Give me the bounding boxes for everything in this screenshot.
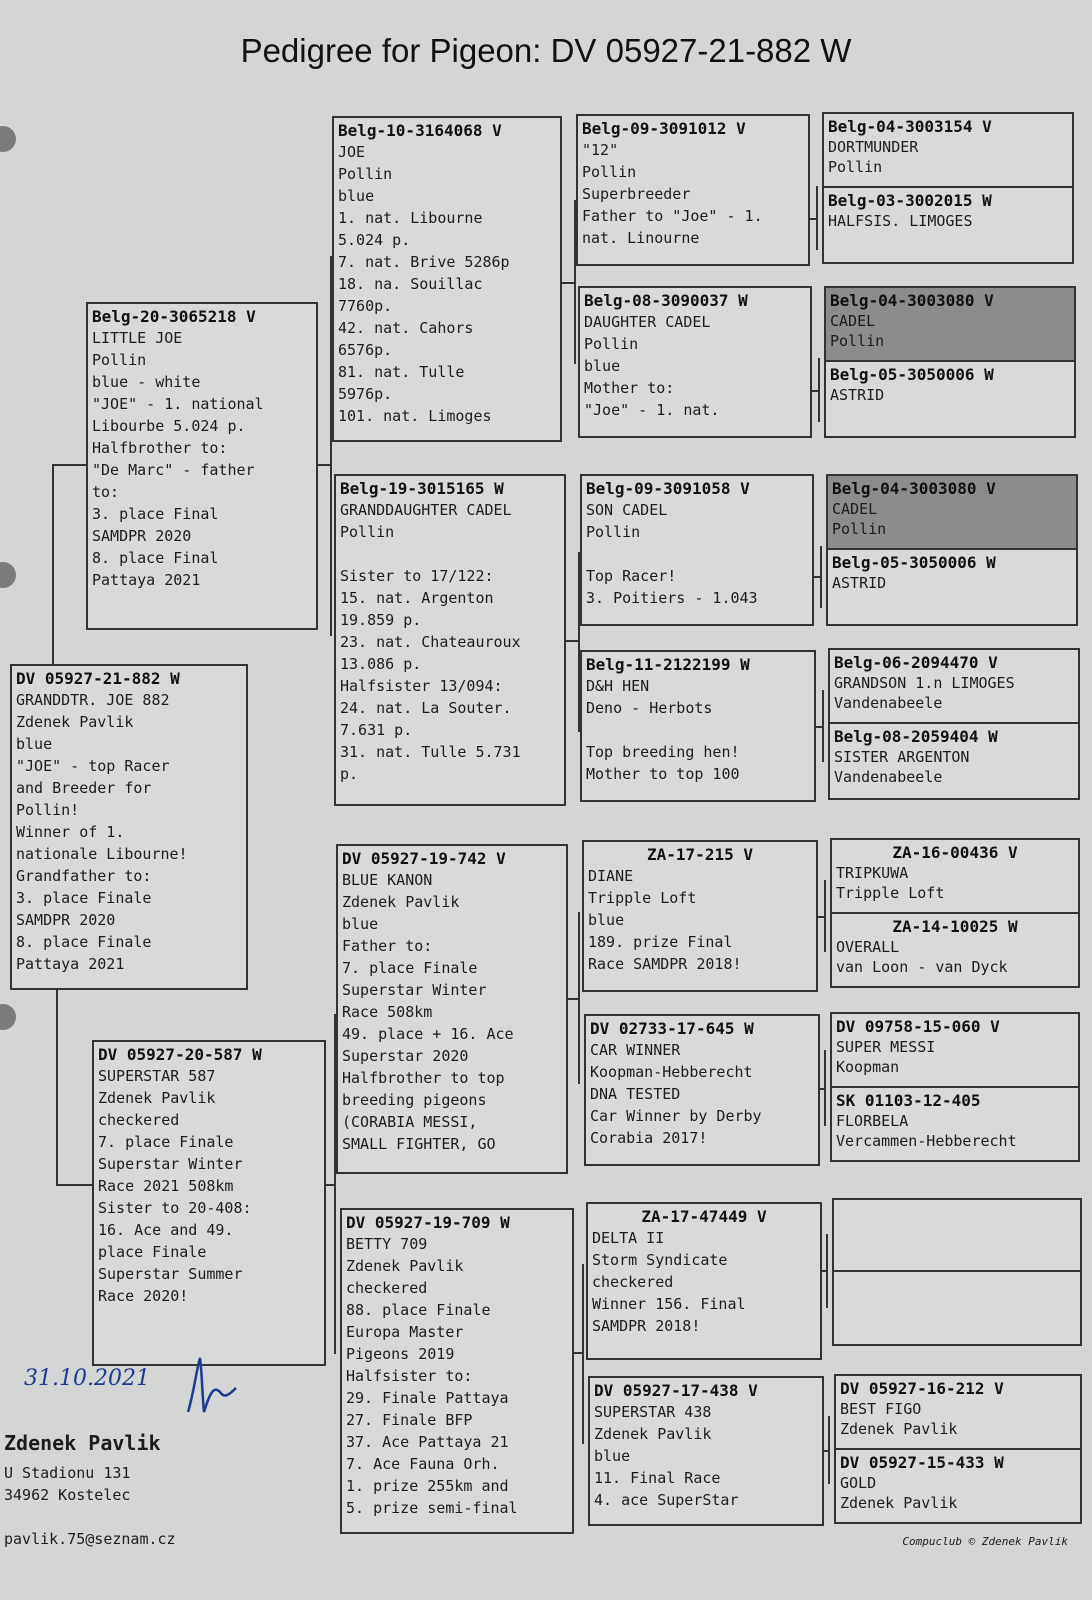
gen4-box-9[interactable]	[830, 838, 1080, 914]
info-line: 189. prize Final	[588, 933, 733, 951]
ring-number: DV 02733-17-645 W	[590, 1019, 754, 1038]
info-line: 7. nat. Brive 5286p	[338, 253, 510, 271]
owner-street: U Stadionu 131	[4, 1464, 131, 1482]
gen3-box-6[interactable]	[584, 1014, 820, 1166]
ring-number: Belg-11-2122199 W	[586, 655, 750, 674]
info-line: Tripple Loft	[588, 889, 697, 907]
info-line: Father to:	[342, 937, 433, 955]
info-line: OVERALL	[836, 938, 900, 956]
info-line: 3. Poitiers - 1.043	[586, 589, 758, 607]
info-line: breeding pigeons	[342, 1091, 487, 1109]
info-line: checkered	[98, 1111, 180, 1129]
gen4-box-8[interactable]	[828, 722, 1080, 800]
info-line: JOE	[338, 143, 366, 161]
gen4-box-7[interactable]	[828, 648, 1080, 724]
info-line: Zdenek Pavlik	[342, 893, 460, 911]
info-line: Zdenek Pavlik	[840, 1494, 958, 1512]
info-line: Superbreeder	[582, 185, 691, 203]
gen4-box-15[interactable]	[834, 1374, 1082, 1450]
ring-number: ZA-16-00436 V	[892, 843, 1018, 862]
ring-number: Belg-20-3065218 V	[92, 307, 256, 326]
info-line: SUPERSTAR 587	[98, 1067, 216, 1085]
ring-number: Belg-03-3002015 W	[828, 191, 992, 210]
owner-name: Zdenek Pavlik	[4, 1431, 161, 1455]
info-line: Pattaya 2021	[92, 571, 201, 589]
info-line	[340, 543, 560, 565]
gen4-box-2[interactable]	[822, 186, 1074, 264]
connector	[568, 998, 580, 1000]
info-line: Zdenek Pavlik	[840, 1420, 958, 1438]
gen3-box-3[interactable]	[580, 474, 814, 626]
copyright-note: Compuclub © Zdenek Pavlik	[902, 1535, 1068, 1548]
ring-number: Belg-04-3003080 V	[832, 479, 996, 498]
info-line: Top Racer!	[586, 567, 677, 585]
grandsire-paternal-box[interactable]	[332, 116, 562, 442]
ring-number: DV 09758-15-060 V	[836, 1017, 1000, 1036]
info-line	[586, 719, 810, 741]
signature-icon	[180, 1352, 240, 1422]
info-line: Mother to:	[584, 379, 675, 397]
info-line: Race 2021 508km	[98, 1177, 234, 1195]
info-line: SON CADEL	[586, 501, 668, 519]
info-line: Zdenek Pavlik	[346, 1257, 464, 1275]
info-line: Koopman	[836, 1058, 900, 1076]
info-line: Europa Master	[346, 1323, 464, 1341]
connector	[52, 464, 88, 466]
connector	[814, 576, 822, 578]
info-line: 7760p.	[338, 297, 393, 315]
info-line: 5976p.	[338, 385, 393, 403]
info-line: "12"	[582, 141, 619, 159]
info-line: SAMDPR 2020	[16, 911, 116, 929]
info-line: Pollin	[340, 523, 395, 541]
info-line: 37. Ace Pattaya 21	[346, 1433, 509, 1451]
info-line: SAMDPR 2020	[92, 527, 192, 545]
ring-number: Belg-04-3003154 V	[828, 117, 992, 136]
connector	[318, 464, 332, 466]
info-line: DELTA II	[592, 1229, 665, 1247]
punch-hole	[0, 1004, 16, 1030]
info-line: blue - white	[92, 373, 201, 391]
info-line: 11. Final Race	[594, 1469, 721, 1487]
info-line: Superstar Winter	[342, 981, 487, 999]
ring-number: SK 01103-12-405	[836, 1091, 981, 1110]
gen3-box-8[interactable]	[588, 1376, 824, 1526]
gen4-box-12[interactable]	[830, 1086, 1080, 1162]
owner-city: 34962 Kostelec	[4, 1486, 131, 1504]
info-line: CAR WINNER	[590, 1041, 681, 1059]
info-line: SUPERSTAR 438	[594, 1403, 712, 1421]
info-line: 16. Ace and 49.	[98, 1221, 234, 1239]
connector	[582, 1264, 584, 1444]
info-line: 8. place Final	[92, 549, 219, 567]
info-line: ASTRID	[830, 386, 885, 404]
gen4-box-16[interactable]	[834, 1448, 1082, 1524]
info-line: 29. Finale Pattaya	[346, 1389, 509, 1407]
info-line: Zdenek Pavlik	[98, 1089, 216, 1107]
info-line: Superstar Summer	[98, 1265, 243, 1283]
sire-box[interactable]	[86, 302, 318, 630]
info-line: Car Winner by Derby	[590, 1107, 762, 1125]
ring-number: Belg-08-2059404 W	[834, 727, 998, 746]
info-line: DAUGHTER CADEL	[584, 313, 711, 331]
info-line: 81. nat. Tulle	[338, 363, 465, 381]
info-line: blue	[594, 1447, 631, 1465]
gen4-box-11[interactable]	[830, 1012, 1080, 1088]
grandsire-maternal-box[interactable]	[336, 844, 568, 1174]
connector	[56, 990, 58, 1184]
ring-number: DV 05927-17-438 V	[594, 1381, 758, 1400]
info-line: Pattaya 2021	[16, 955, 125, 973]
info-line: Pollin	[338, 165, 393, 183]
info-line: Pollin	[92, 351, 147, 369]
gen3-box-4[interactable]	[580, 650, 816, 802]
punch-hole	[0, 562, 16, 588]
info-line: SMALL FIGHTER, GO	[342, 1135, 496, 1153]
info-line: GOLD	[840, 1474, 877, 1492]
info-line: nat. Linourne	[582, 229, 700, 247]
info-line: place Finale	[98, 1243, 207, 1261]
info-line: Pollin	[586, 523, 641, 541]
gen4-box-5[interactable]	[826, 474, 1078, 550]
info-line: Vandenabeele	[834, 768, 943, 786]
gen4-box-3[interactable]	[824, 286, 1076, 362]
info-line: Halfbrother to:	[92, 439, 228, 457]
info-line	[586, 543, 808, 565]
info-line: Race 2020!	[98, 1287, 189, 1305]
connector	[574, 1352, 584, 1354]
ring-number: ZA-14-10025 W	[892, 917, 1018, 936]
info-line: DNA TESTED	[590, 1085, 681, 1103]
info-line: (CORABIA MESSI,	[342, 1113, 478, 1131]
info-line: Halfsister 13/094:	[340, 677, 503, 695]
info-line: 4. ace SuperStar	[594, 1491, 739, 1509]
info-line: Tripple Loft	[836, 884, 945, 902]
info-line: nationale Libourne!	[16, 845, 188, 863]
info-line: BLUE KANON	[342, 871, 433, 889]
ring-number: DV 05927-15-433 W	[840, 1453, 1004, 1472]
info-line: 8. place Finale	[16, 933, 152, 951]
info-line: Corabia 2017!	[590, 1129, 708, 1147]
info-line: Pollin!	[16, 801, 80, 819]
info-line: Winner 156. Final	[592, 1295, 746, 1313]
info-line: Race 508km	[342, 1003, 433, 1021]
info-line: checkered	[592, 1273, 674, 1291]
info-line: Mother to top 100	[586, 765, 740, 783]
info-line: 13.086 p.	[340, 655, 422, 673]
ring-number: Belg-09-3091012 V	[582, 119, 746, 138]
connector	[566, 640, 580, 642]
info-line: blue	[338, 187, 375, 205]
gen3-box-1[interactable]	[576, 114, 810, 266]
ring-number: Belg-05-3050006 W	[830, 365, 994, 384]
info-line: SISTER ARGENTON	[834, 748, 970, 766]
granddam-paternal-box[interactable]	[334, 474, 566, 806]
info-line: 88. place Finale	[346, 1301, 491, 1319]
ring-number: Belg-19-3015165 W	[340, 479, 504, 498]
ring-number: DV 05927-19-709 W	[346, 1213, 510, 1232]
info-line: 15. nat. Argenton	[340, 589, 494, 607]
info-line: Deno - Herbots	[586, 699, 713, 717]
punch-hole	[0, 126, 16, 152]
info-line: Koopman-Hebberecht	[590, 1063, 753, 1081]
dam-box[interactable]	[92, 1040, 326, 1366]
info-line: blue	[16, 735, 53, 753]
info-line: 7. place Finale	[342, 959, 478, 977]
info-line: to:	[92, 483, 120, 501]
info-line: 49. place + 16. Ace	[342, 1025, 514, 1043]
info-line: 7. Ace Fauna Orh.	[346, 1455, 500, 1473]
info-line: 3. place Final	[92, 505, 219, 523]
info-line: Sister to 17/122:	[340, 567, 494, 585]
ring-number: Belg-06-2094470 V	[834, 653, 998, 672]
info-line: 6576p.	[338, 341, 393, 359]
info-line: 3. place Finale	[16, 889, 152, 907]
info-line: Pigeons 2019	[346, 1345, 455, 1363]
granddam-maternal-box[interactable]	[340, 1208, 574, 1534]
info-line: Pollin	[828, 158, 883, 176]
info-line: GRANDDAUGHTER CADEL	[340, 501, 512, 519]
info-line: 27. Finale BFP	[346, 1411, 473, 1429]
ring-number: DV 05927-21-882 W	[16, 669, 180, 688]
info-line: GRANDDTR. JOE 882	[16, 691, 170, 709]
ring-number: DV 05927-19-742 V	[342, 849, 506, 868]
info-line: Pollin	[832, 520, 887, 538]
gen3-box-2[interactable]	[578, 286, 812, 438]
info-line: Vercammen-Hebberecht	[836, 1132, 1017, 1150]
info-line: van Loon - van Dyck	[836, 958, 1008, 976]
ring-number: ZA-17-47449 V	[641, 1207, 767, 1226]
info-line: Winner of 1.	[16, 823, 125, 841]
info-line: Pollin	[582, 163, 637, 181]
ring-number: Belg-04-3003080 V	[830, 291, 994, 310]
page-title: Pedigree for Pigeon: DV 05927-21-882 W	[240, 32, 852, 69]
info-line: Halfsister to:	[346, 1367, 473, 1385]
connector	[56, 1184, 94, 1186]
info-line: TRIPKUWA	[836, 864, 909, 882]
connector	[326, 1184, 336, 1186]
info-line: and Breeder for	[16, 779, 152, 797]
info-line: Race SAMDPR 2018!	[588, 955, 742, 973]
gen4-box-1[interactable]	[822, 112, 1074, 188]
info-line: 5.024 p.	[338, 231, 411, 249]
info-line: Zdenek Pavlik	[594, 1425, 712, 1443]
info-line: Top breeding hen!	[586, 743, 740, 761]
connector	[820, 1088, 826, 1090]
info-line: 5. prize semi-final	[346, 1499, 518, 1517]
ring-number: Belg-08-3090037 W	[584, 291, 748, 310]
subject-pigeon-box[interactable]	[10, 664, 248, 990]
info-line: 42. nat. Cahors	[338, 319, 474, 337]
info-line: blue	[342, 915, 379, 933]
gen3-box-7[interactable]	[586, 1202, 822, 1360]
info-line: blue	[584, 357, 621, 375]
info-line: Halfbrother to top	[342, 1069, 505, 1087]
connector	[810, 218, 818, 220]
info-line: GRANDSON 1.n LIMOGES	[834, 674, 1015, 692]
info-line: SUPER MESSI	[836, 1038, 936, 1056]
info-line: 1. nat. Libourne	[338, 209, 483, 227]
info-line: D&H HEN	[586, 677, 650, 695]
owner-email[interactable]: pavlik.75@seznam.cz	[4, 1530, 176, 1548]
info-line: DORTMUNDER	[828, 138, 919, 156]
info-line: Pollin	[584, 335, 639, 353]
ring-number: ZA-17-215 V	[647, 845, 753, 864]
ring-number: Belg-05-3050006 W	[832, 553, 996, 572]
gen4-box-10[interactable]	[830, 912, 1080, 988]
info-line: blue	[588, 911, 625, 929]
info-line: Grandfather to:	[16, 867, 152, 885]
info-line: CADEL	[832, 500, 878, 518]
info-line: "JOE" - top Racer	[16, 757, 170, 775]
gen4-box-6[interactable]	[826, 548, 1078, 626]
gen4-box-4[interactable]	[824, 360, 1076, 438]
info-line: CADEL	[830, 312, 876, 330]
info-line: SAMDPR 2018!	[592, 1317, 701, 1335]
info-line: Zdenek Pavlik	[16, 713, 134, 731]
info-line: LITTLE JOE	[92, 329, 183, 347]
info-line: Superstar 2020	[342, 1047, 469, 1065]
info-line: FLORBELA	[836, 1112, 909, 1130]
info-line: 101. nat. Limoges	[338, 407, 492, 425]
info-line: 7. place Finale	[98, 1133, 234, 1151]
info-line: 19.859 p.	[340, 611, 422, 629]
info-line: Father to "Joe" - 1.	[582, 207, 763, 225]
info-line: DIANE	[588, 867, 634, 885]
info-line: p.	[340, 765, 359, 783]
gen3-box-5[interactable]	[582, 840, 818, 992]
info-line: Vandenabeele	[834, 694, 943, 712]
info-line: ASTRID	[832, 574, 887, 592]
info-line: 7.631 p.	[340, 721, 413, 739]
info-line: "JOE" - 1. national	[92, 395, 264, 413]
ring-number: Belg-10-3164068 V	[338, 121, 502, 140]
info-line: 1. prize 255km and	[346, 1477, 509, 1495]
connector	[816, 726, 824, 728]
info-line: 23. nat. Chateauroux	[340, 633, 521, 651]
connector	[52, 464, 54, 674]
info-line: Pollin	[830, 332, 885, 350]
info-line: 18. na. Souillac	[338, 275, 483, 293]
info-line: Sister to 20-408:	[98, 1199, 252, 1217]
signature-date: 31.10.2021	[24, 1366, 150, 1391]
info-line: 31. nat. Tulle 5.731	[340, 743, 521, 761]
ring-number: Belg-09-3091058 V	[586, 479, 750, 498]
info-line: Superstar Winter	[98, 1155, 243, 1173]
ring-number: DV 05927-16-212 V	[840, 1379, 1004, 1398]
connector	[562, 282, 576, 284]
info-line: HALFSIS. LIMOGES	[828, 212, 973, 230]
info-line: Storm Syndicate	[592, 1251, 728, 1269]
connector	[818, 916, 826, 918]
info-line: BETTY 709	[346, 1235, 428, 1253]
ring-number: DV 05927-20-587 W	[98, 1045, 262, 1064]
gen4-box-13[interactable]	[832, 1198, 1082, 1272]
info-line: Libourbe 5.024 p.	[92, 417, 246, 435]
info-line: checkered	[346, 1279, 428, 1297]
gen4-box-14[interactable]	[832, 1270, 1082, 1346]
info-line: "De Marc" - father	[92, 461, 255, 479]
info-line: 24. nat. La Souter.	[340, 699, 512, 717]
info-line: BEST FIGO	[840, 1400, 922, 1418]
info-line: "Joe" - 1. nat.	[584, 401, 720, 419]
